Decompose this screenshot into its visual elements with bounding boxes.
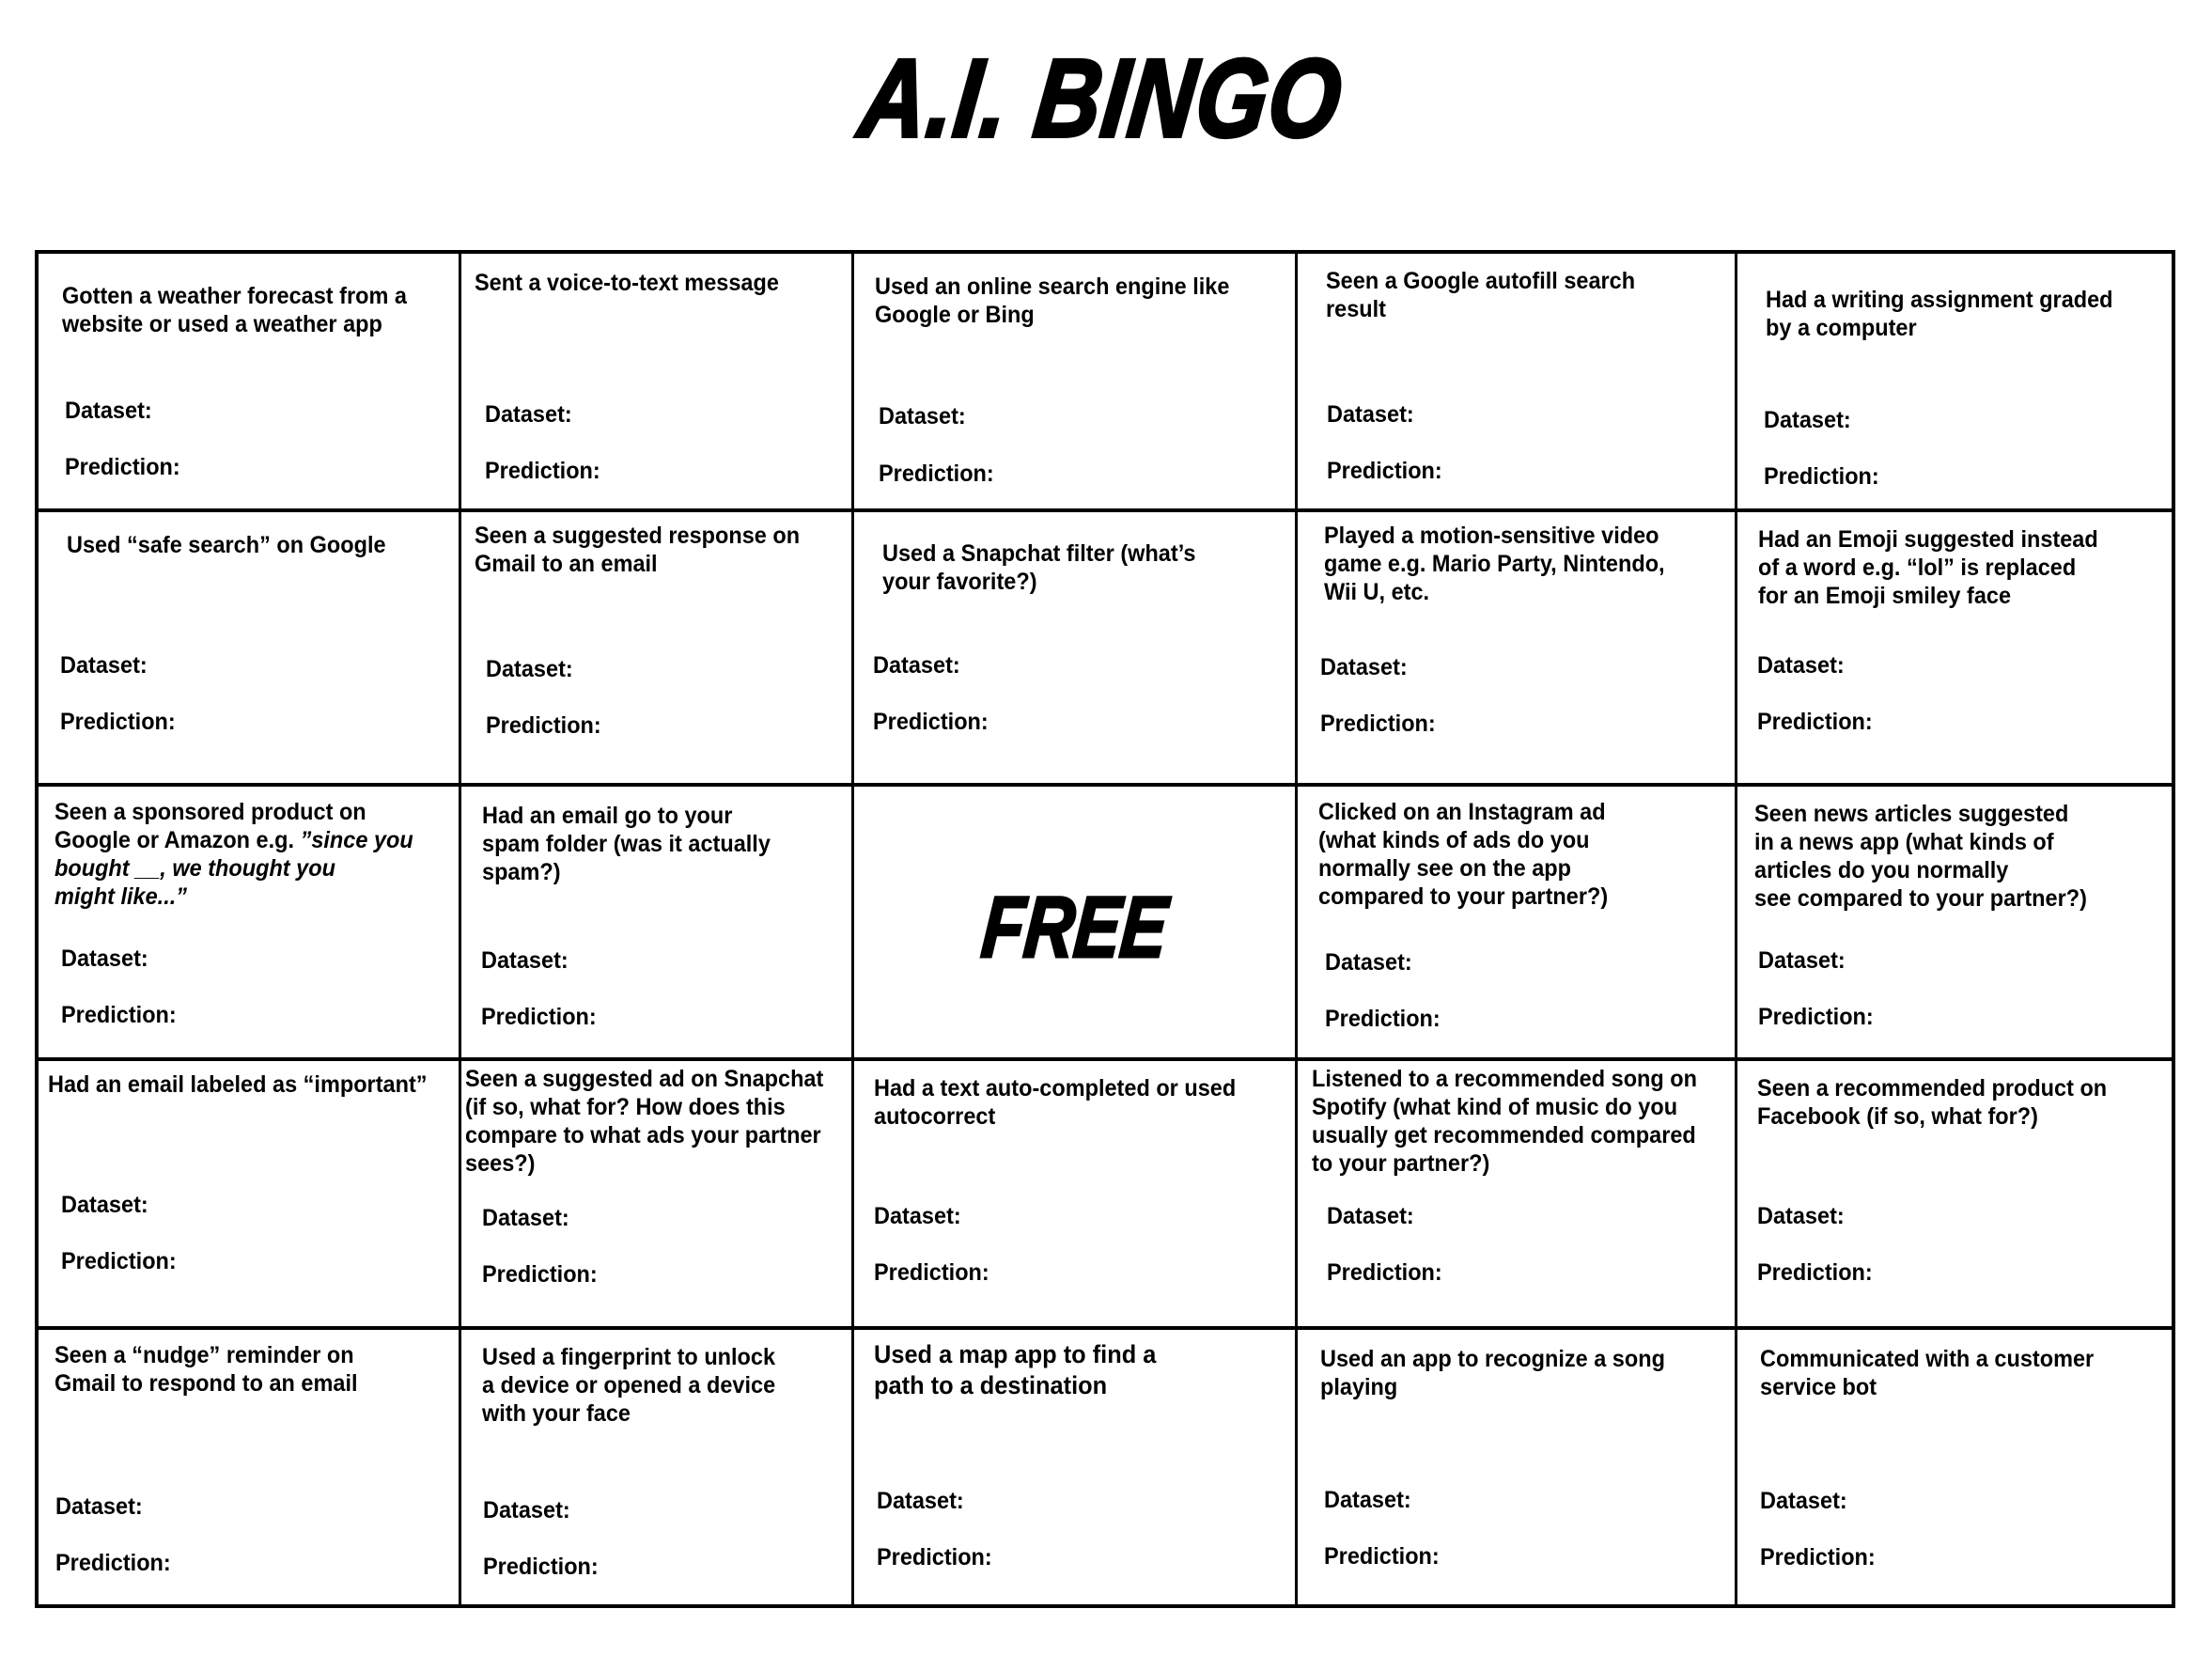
cell-prompt: Communicated with a customer service bot <box>1760 1346 2095 1400</box>
dataset-label: Dataset: <box>1327 1203 1414 1229</box>
bingo-cell[interactable] <box>461 254 851 508</box>
bingo-grid <box>35 250 2175 1608</box>
cell-prompt: Seen a suggested response on Gmail to an email <box>475 523 801 577</box>
cell-prompt: Listened to a recommended song on Spotify (what kind of music do you usually get recommended compared to your partner?) <box>1312 1066 1698 1177</box>
prediction-label: Prediction: <box>65 454 180 480</box>
prediction-label: Prediction: <box>60 709 176 735</box>
dataset-label: Dataset: <box>61 945 148 972</box>
dataset-label: Dataset: <box>1325 949 1412 976</box>
prediction-label: Prediction: <box>1757 1259 1873 1286</box>
prediction-label: Prediction: <box>879 461 994 487</box>
dataset-label: Dataset: <box>485 401 572 428</box>
dataset-label: Dataset: <box>486 656 573 682</box>
dataset-label: Dataset: <box>1327 401 1414 428</box>
cell-prompt: Used a map app to find a path to a destination <box>874 1340 1157 1399</box>
dataset-label: Dataset: <box>60 652 148 679</box>
prediction-label: Prediction: <box>873 709 989 735</box>
dataset-label: Dataset: <box>55 1493 143 1520</box>
cell-prompt: Seen news articles suggested in a news app (what kinds of articles do you normally see compared to your partner?) <box>1754 801 2087 912</box>
prediction-label: Prediction: <box>482 1261 598 1288</box>
dataset-label: Dataset: <box>1764 407 1851 433</box>
prediction-label: Prediction: <box>1327 458 1442 484</box>
prediction-label: Prediction: <box>1758 1004 1874 1030</box>
prediction-label: Prediction: <box>874 1259 989 1286</box>
cell-prompt: Clicked on an Instagram ad (what kinds of ads do you normally see on the app compared to your partner?) <box>1318 799 1609 910</box>
bingo-cell[interactable] <box>461 1330 851 1604</box>
bingo-cell[interactable] <box>39 1330 459 1604</box>
bingo-cell[interactable] <box>1737 1330 2172 1604</box>
cell-prompt: Played a motion-sensitive video game e.g. Mario Party, Nintendo, Wii U, etc. <box>1324 523 1665 605</box>
prediction-label: Prediction: <box>486 712 601 739</box>
dataset-label: Dataset: <box>482 1205 569 1231</box>
bingo-cell[interactable] <box>1298 1061 1735 1326</box>
cell-prompt: Used “safe search” on Google <box>67 532 386 558</box>
free-space-cell[interactable] <box>854 787 1295 1057</box>
prediction-label: Prediction: <box>1760 1544 1876 1570</box>
dataset-label: Dataset: <box>1320 654 1408 680</box>
free-space-label: FREE <box>978 880 1171 976</box>
bingo-cell[interactable] <box>461 787 851 1057</box>
dataset-label: Dataset: <box>61 1192 148 1218</box>
bingo-cell[interactable] <box>39 254 459 508</box>
cell-prompt: Had a writing assignment graded by a computer <box>1766 287 2113 341</box>
dataset-label: Dataset: <box>65 398 152 424</box>
bingo-cell[interactable] <box>1298 1330 1735 1604</box>
cell-prompt: Used an app to recognize a song playing <box>1320 1346 1665 1400</box>
prediction-label: Prediction: <box>877 1544 992 1570</box>
cell-prompt: Seen a suggested ad on Snapchat (if so, what for? How does this compare to what ads your partner sees?) <box>465 1066 824 1177</box>
bingo-cell[interactable] <box>854 1330 1295 1604</box>
bingo-cell[interactable] <box>1737 512 2172 783</box>
prediction-label: Prediction: <box>1327 1259 1442 1286</box>
dataset-label: Dataset: <box>1324 1487 1411 1513</box>
bingo-cell[interactable] <box>854 512 1295 783</box>
bingo-cell[interactable] <box>461 1061 851 1326</box>
cell-prompt: Seen a Google autofill search result <box>1326 268 1636 322</box>
example-quote: ”since you bought __, we thought you might like...” <box>55 827 413 910</box>
dataset-label: Dataset: <box>483 1497 570 1523</box>
dataset-label: Dataset: <box>874 1203 961 1229</box>
bingo-cell[interactable] <box>39 512 459 783</box>
prediction-label: Prediction: <box>55 1550 171 1576</box>
prediction-label: Prediction: <box>1325 1006 1441 1032</box>
prediction-label: Prediction: <box>481 1004 597 1030</box>
cell-prompt: Used an online search engine like Google or Bing <box>875 273 1230 328</box>
prediction-label: Prediction: <box>485 458 600 484</box>
bingo-cell[interactable] <box>1737 1061 2172 1326</box>
cell-prompt: Had an Emoji suggested instead of a word e.g. “lol” is replaced for an Emoji smiley face <box>1758 526 2098 609</box>
prediction-label: Prediction: <box>61 1248 177 1274</box>
cell-prompt: Used a fingerprint to unlock a device or opened a device with your face <box>482 1344 776 1427</box>
cell-prompt: Gotten a weather forecast from a website or used a weather app <box>62 283 407 337</box>
bingo-cell[interactable] <box>461 512 851 783</box>
prediction-label: Prediction: <box>1757 709 1873 735</box>
cell-prompt: Had a text auto-completed or used autocorrect <box>874 1075 1237 1130</box>
dataset-label: Dataset: <box>873 652 960 679</box>
prediction-label: Prediction: <box>1764 463 1879 490</box>
bingo-cell[interactable] <box>1737 787 2172 1057</box>
dataset-label: Dataset: <box>481 947 569 974</box>
bingo-cell[interactable] <box>1298 787 1735 1057</box>
prediction-label: Prediction: <box>1320 711 1436 737</box>
bingo-cell[interactable] <box>39 787 459 1057</box>
cell-prompt: Seen a sponsored product on Google or Amazon e.g. ”since you bought __, we thought you might like...” <box>55 799 413 910</box>
cell-prompt: Had an email labeled as “important” <box>48 1071 428 1098</box>
bingo-cell[interactable] <box>1298 254 1735 508</box>
prediction-label: Prediction: <box>61 1002 177 1028</box>
cell-prompt: Seen a “nudge” reminder on Gmail to respond to an email <box>55 1342 358 1397</box>
prediction-label: Prediction: <box>1324 1543 1440 1570</box>
bingo-cell[interactable] <box>1737 254 2172 508</box>
dataset-label: Dataset: <box>1758 947 1846 974</box>
dataset-label: Dataset: <box>879 403 966 430</box>
cell-prompt: Sent a voice-to-text message <box>475 270 779 296</box>
dataset-label: Dataset: <box>1760 1488 1847 1514</box>
cell-prompt: Seen a recommended product on Facebook (if so, what for?) <box>1757 1075 2108 1130</box>
page-title: A.I. BINGO <box>854 37 1349 161</box>
dataset-label: Dataset: <box>877 1488 964 1514</box>
cell-prompt: Had an email go to your spam folder (was it actually spam?) <box>482 803 771 885</box>
dataset-label: Dataset: <box>1757 652 1845 679</box>
dataset-label: Dataset: <box>1757 1203 1845 1229</box>
bingo-cell[interactable] <box>854 254 1295 508</box>
bingo-cell[interactable] <box>1298 512 1735 783</box>
bingo-cell[interactable] <box>854 1061 1295 1326</box>
prediction-label: Prediction: <box>483 1554 599 1580</box>
cell-prompt: Used a Snapchat filter (what’s your favorite?) <box>882 540 1196 595</box>
bingo-cell[interactable] <box>39 1061 459 1326</box>
